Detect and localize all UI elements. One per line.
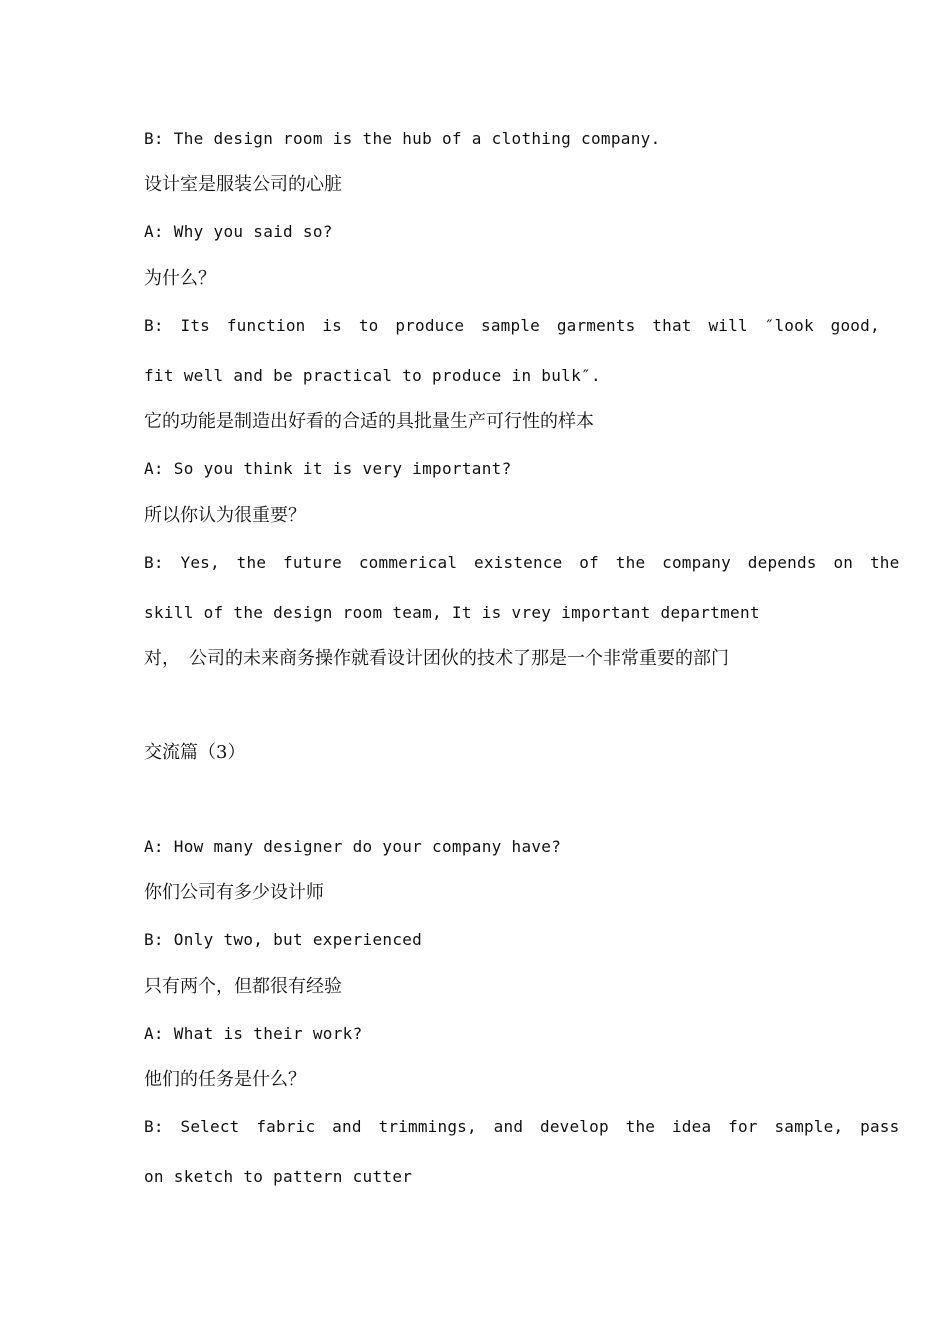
translation-line: 他们的任务是什么？ [144, 1069, 306, 1090]
dialogue-line-b: B: The design room is the hub of a clothing company. [144, 129, 661, 148]
translation-line: 所以你认为很重要？ [144, 505, 306, 526]
translation-line: 它的功能是制造出好看的合适的具批量生产可行性的样本 [144, 411, 594, 432]
dialogue-line-continuation: on sketch to pattern cutter [144, 1167, 413, 1186]
translation-line: 为什么？ [144, 268, 216, 289]
dialogue-line-b: B: Select fabric and trimmings, and develop the idea for sample, pass [144, 1117, 900, 1136]
dialogue-line-a: A: What is their work? [144, 1024, 363, 1043]
translation-line: 设计室是服装公司的心脏 [144, 174, 342, 195]
section-heading: 交流篇（3） [144, 742, 246, 763]
dialogue-line-b: B: Its function is to produce sample garments that will ″look good, [144, 316, 880, 335]
translation-line: 只有两个，但都很有经验 [144, 976, 342, 997]
dialogue-line-continuation: fit well and be practical to produce in bulk″. [144, 366, 601, 385]
dialogue-line-b: B: Yes, the future commerical existence of the company depends on the [144, 553, 900, 572]
dialogue-line-a: A: So you think it is very important? [144, 459, 512, 478]
dialogue-line-b: B: Only two, but experienced [144, 930, 423, 949]
dialogue-line-continuation: skill of the design room team, It is vrey important department [144, 603, 760, 622]
dialogue-line-a: A: Why you said so? [144, 222, 333, 241]
dialogue-line-a: A: How many designer do your company have? [144, 837, 562, 856]
translation-line: 你们公司有多少设计师 [144, 882, 324, 903]
translation-line: 对， 公司的未来商务操作就看设计团伙的技术了那是一个非常重要的部门 [144, 648, 729, 669]
